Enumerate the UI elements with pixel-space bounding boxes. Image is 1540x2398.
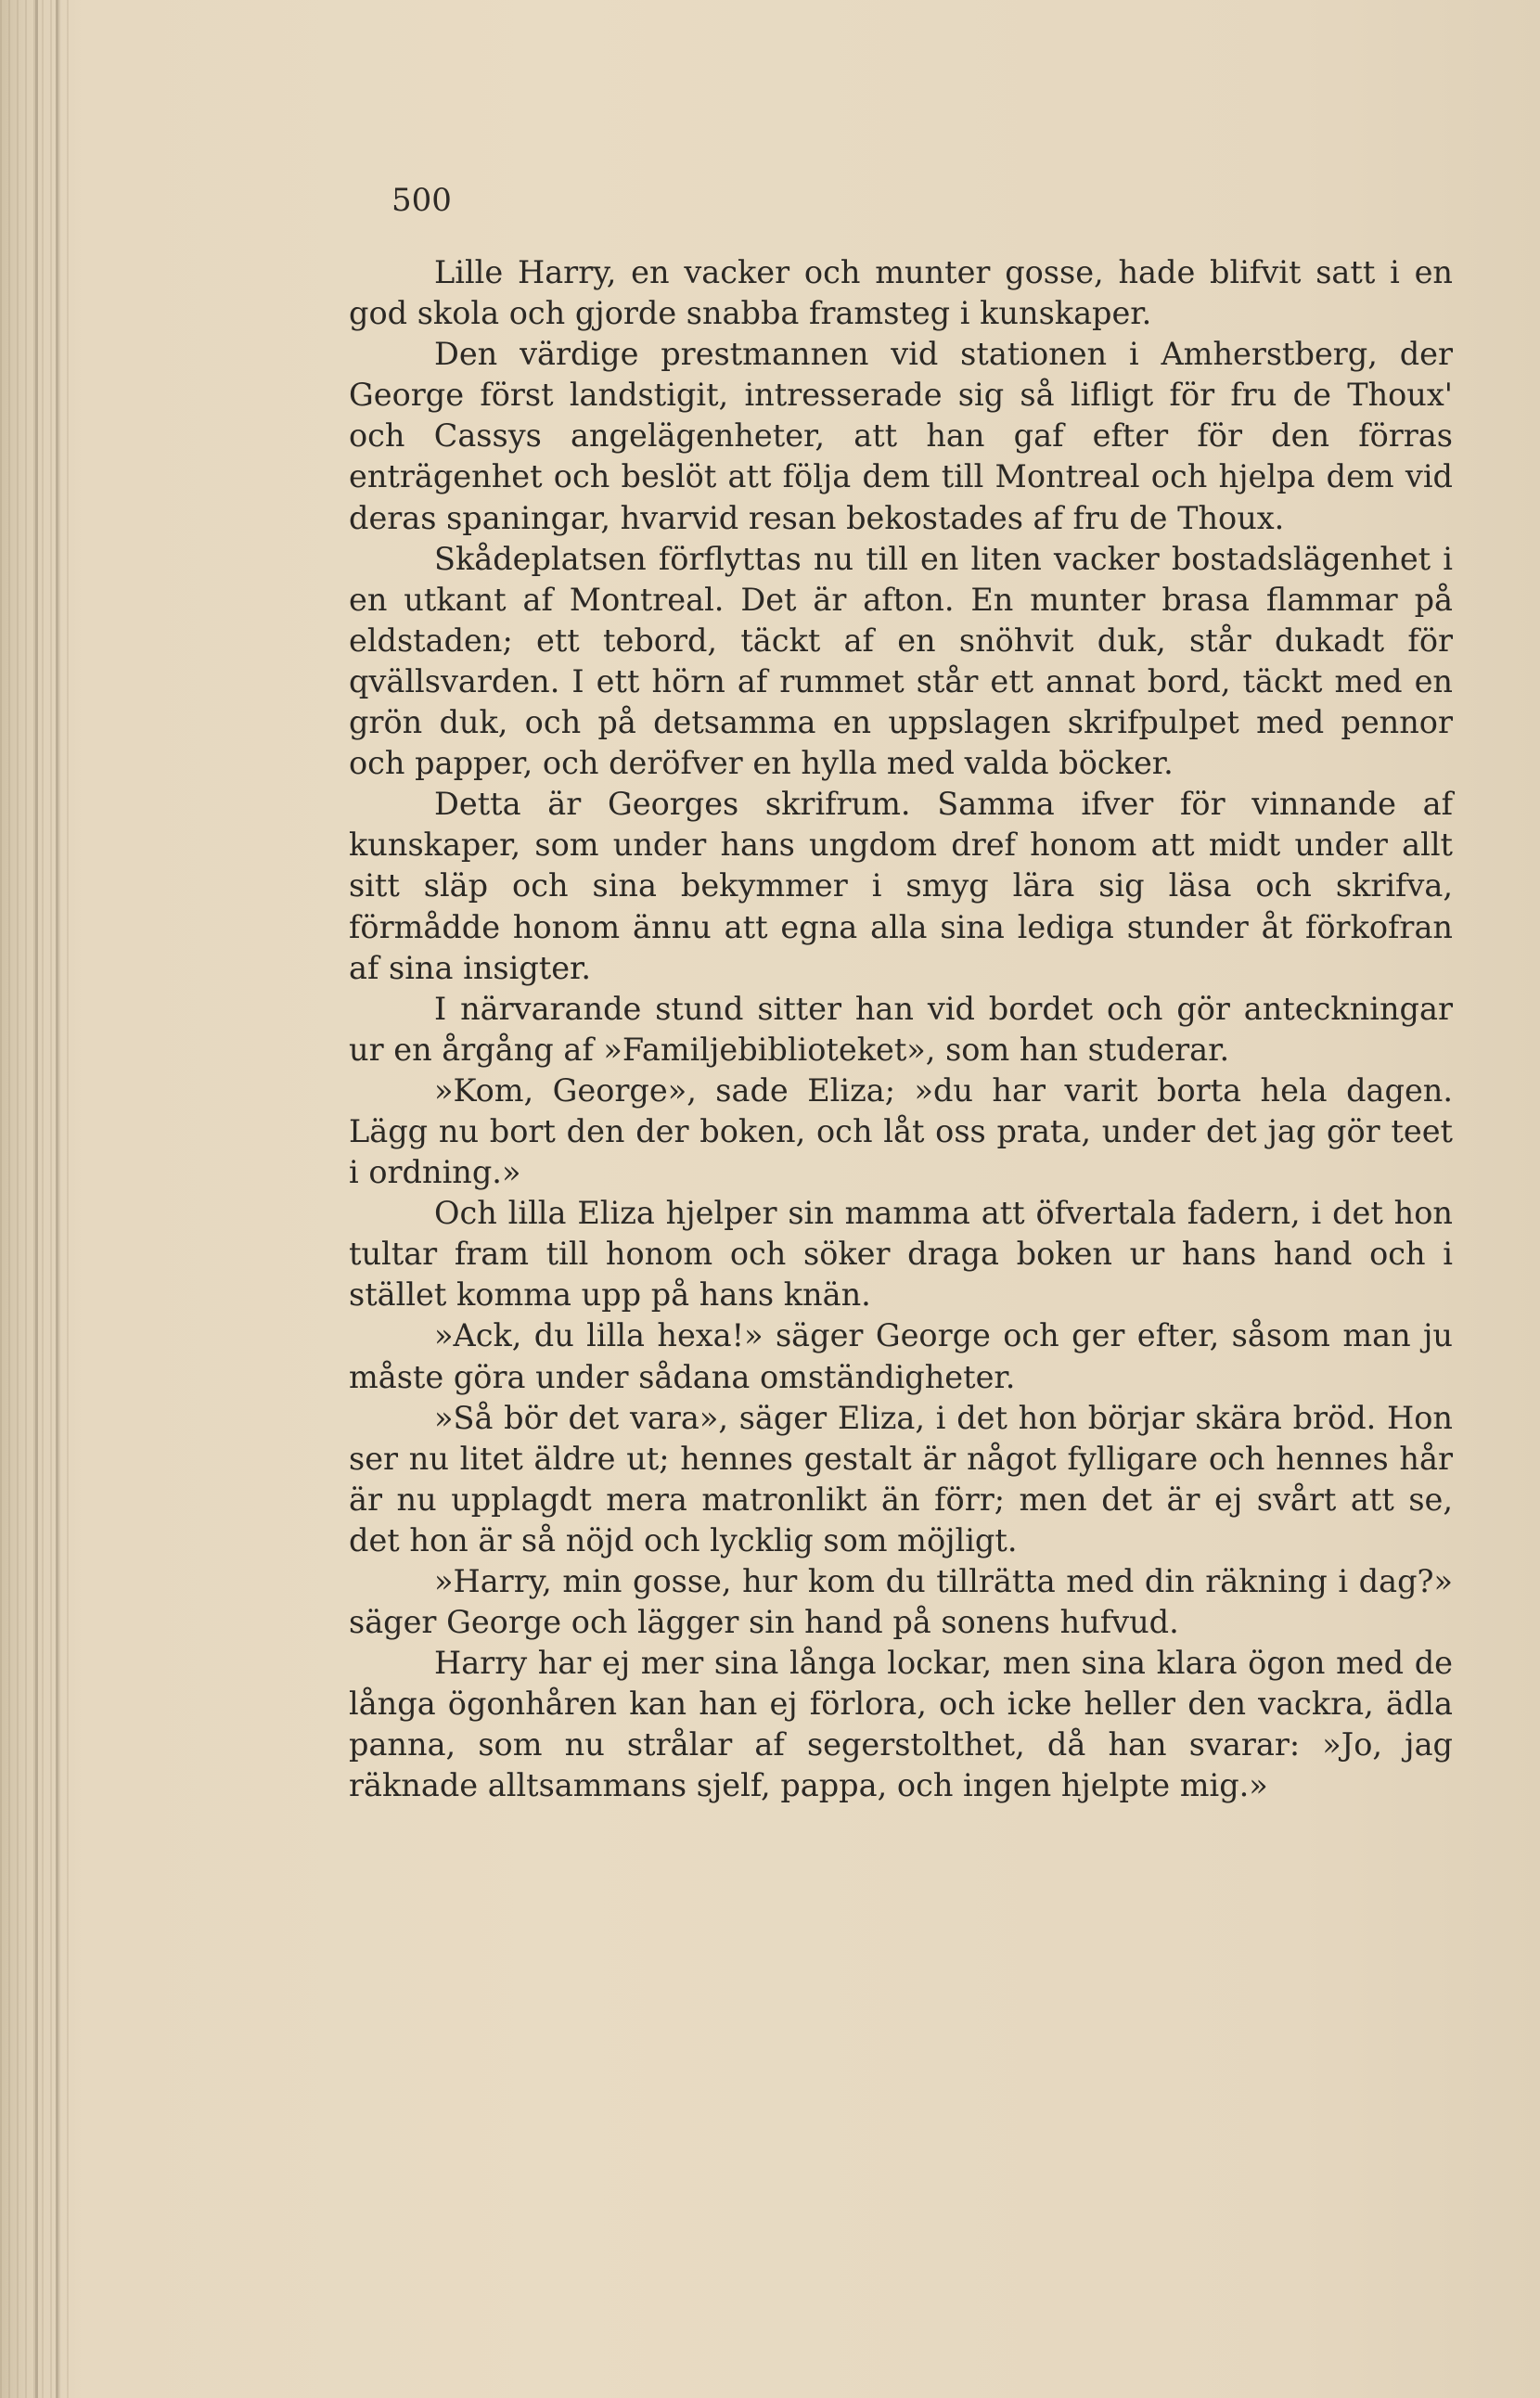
body-text [349, 252, 1453, 1807]
paragraph-2: Den värdige prestmannen vid stationen i Amherstberg, der George först landstigit, intresserade sig så lifligt för fru de Thoux' och Cassys angelägenheter, att han gaf efter för den förras enträgenhet och beslöt att följa dem till Montreal och hjelpa dem vid deras spaningar, hvarvid resan bekostades af fru de Thoux. [349, 336, 1453, 536]
paragraph-6: »Kom, George», sade Eliza; »du har varit borta hela dagen. Lägg nu bort den der boken, och låt oss prata, under det jag gör teet i ordning.» [349, 1071, 1453, 1191]
page-number: 500 [391, 182, 452, 219]
paragraph-1: Lille Harry, en vacker och munter gosse, hade blifvit satt i en god skola och gjorde snabba framsteg i kunskaper. [349, 254, 1453, 332]
paragraph-10: »Harry, min gosse, hur kom du tillrätta med din räkning i dag?» säger George och lägger sin hand på sonens hufvud. [349, 1563, 1453, 1641]
paragraph-3: Skådeplatsen förflyttas nu till en liten vacker bostadslägenhet i en utkant af Montreal. Det är afton. En munter brasa flammar på eldstaden; ett tebord, täckt af en snöhvit duk, står dukadt för qvällsvarden. I ett hörn af rummet står ett annat bord, täckt med en grön duk, och på detsamma en uppslagen skrifpulpet med pennor och papper, och deröfver en hylla med valda böcker. [349, 540, 1453, 782]
paragraph-5: I närvarande stund sitter han vid bordet och gör anteckningar ur en årgång af »Familjebiblioteket», som han studerar. [349, 990, 1453, 1068]
binding-line [35, 0, 38, 2398]
paragraph-4: Detta är Georges skrifrum. Samma ifver för vinnande af kunskaper, som under hans ungdom dref honom att midt under allt sitt släp och sina bekymmer i smyg lära sig läsa och skrifva, förmådde honom ännu att egna alla sina lediga stunder åt förkofran af sina insigter. [349, 786, 1453, 986]
page-binding-edge [0, 0, 74, 2398]
paragraph-9: »Så bör det vara», säger Eliza, i det hon börjar skära bröd. Hon ser nu litet äldre ut; hennes gestalt är något fylligare och hennes hår är nu upplagdt mera matronlikt än förr; men det är ej svårt att se, det hon är så nöjd och lycklig som möjligt. [349, 1399, 1453, 1558]
paragraph-11: Harry har ej mer sina långa lockar, men sina klara ögon med de långa ögonhåren kan han ej förlora, och icke heller den vackra, ädla panna, som nu strålar af segerstolthet, då han svarar: »Jo, jag räknade alltsammans sjelf, pappa, och ingen hjelpte mig.» [349, 1645, 1453, 1804]
paragraph-7: Och lilla Eliza hjelper sin mamma att öfvertala fadern, i det hon tultar fram till honom och söker draga boken ur hans hand och i stället komma upp på hans knän. [349, 1195, 1453, 1314]
binding-line [56, 0, 58, 2398]
paragraph-8: »Ack, du lilla hexa!» säger George och ger efter, såsom man ju måste göra under sådana omständigheter. [349, 1317, 1453, 1395]
